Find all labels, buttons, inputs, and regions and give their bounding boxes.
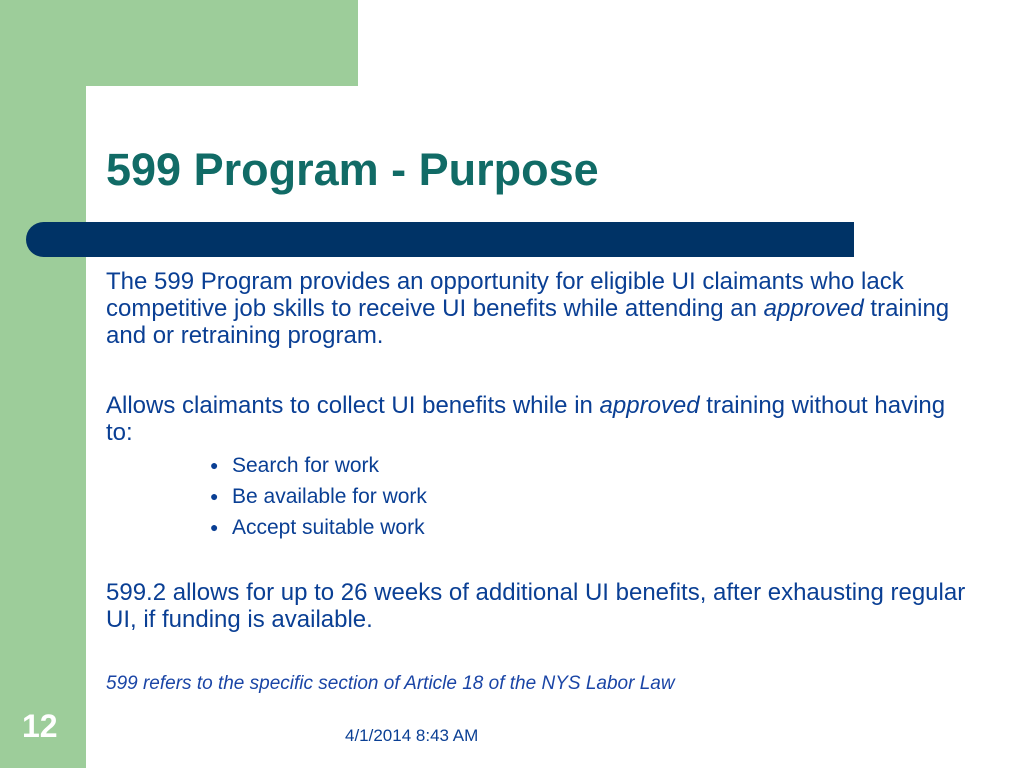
list-item-text: Accept suitable work [232,516,425,539]
bullet-icon: ● [210,488,219,504]
allows-text-end: training without having to: [106,392,946,446]
benefits-paragraph: 599.2 allows for up to 26 weeks of additional UI benefits, after exhausting regular UI, if funding is available. [106,579,966,633]
slide-date: 4/1/2014 8:43 AM [345,726,479,745]
purpose-emphasis: approved [763,295,864,322]
list-item [210,512,427,543]
bullet-icon: ● [210,519,219,535]
purpose-text-start: The 599 Program provides an opportunity for eligible UI claimants who lack competitive job skills to receive UI benefits while attending an [106,268,904,322]
list-item [210,450,427,481]
purpose-text-end: training and or retraining program. [106,295,950,349]
allows-text-start: Allows claimants to collect UI benefits while in [106,392,600,419]
footnote: 599 refers to the specific section of Article 18 of the NYS Labor Law [106,673,675,694]
bullet-icon: ● [210,457,219,473]
list-item [210,481,427,512]
list-item-text: Be available for work [232,485,427,508]
slide-number: 12 [22,708,58,744]
slide-title: 599 Program - Purpose [106,144,599,195]
purpose-paragraph [106,268,966,349]
title-divider-bar [26,222,854,257]
allows-emphasis: approved [599,392,700,419]
allows-paragraph [106,392,966,446]
exemption-list [210,450,427,543]
decorative-green-sidebar [0,0,86,768]
list-item-text: Search for work [232,454,380,477]
